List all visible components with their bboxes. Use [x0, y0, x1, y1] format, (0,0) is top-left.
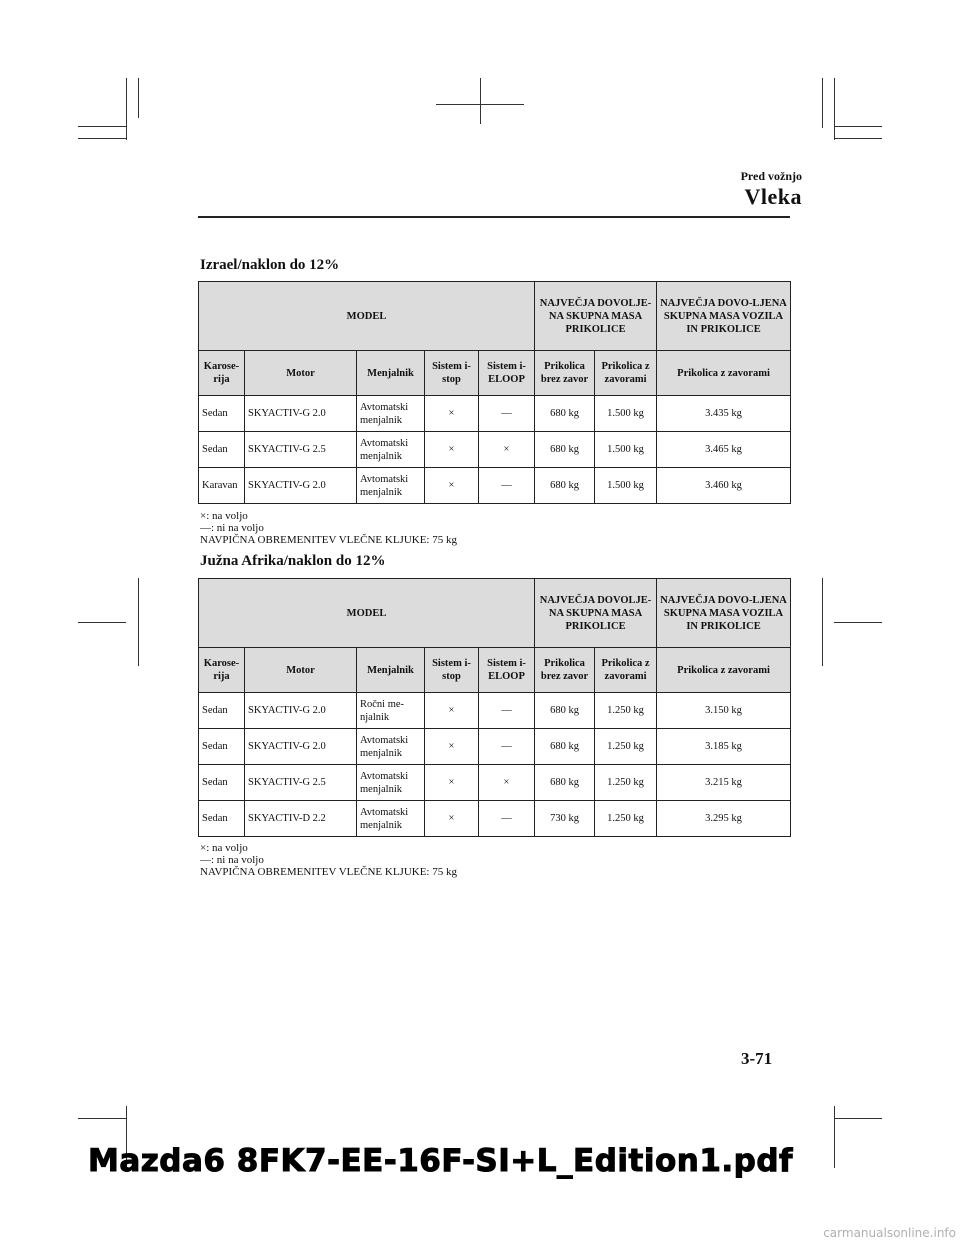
cell-transmission: Avtomatski menjalnik: [357, 765, 425, 801]
note-not-available: —: ni na voljo: [200, 522, 264, 534]
cell-engine: SKYACTIV-G 2.5: [245, 765, 357, 801]
crop-mark: [78, 138, 126, 139]
column-header: Karose-rija: [199, 351, 245, 396]
crop-mark: [834, 126, 882, 127]
table-title-israel: Izrael/naklon do 12%: [200, 257, 340, 273]
chapter-label: Pred vožnjo: [740, 169, 802, 183]
cell-istop: ×: [425, 396, 479, 432]
cell-engine: SKYACTIV-D 2.2: [245, 801, 357, 837]
note-hitch-load: NAVPIČNA OBREMENITEV VLEČNE KLJUKE: 75 kg: [200, 534, 457, 546]
crop-mark: [834, 1118, 882, 1119]
cell-engine: SKYACTIV-G 2.5: [245, 432, 357, 468]
table-title-south-africa: Južna Afrika/naklon do 12%: [200, 553, 386, 569]
cell-braked: 1.250 kg: [595, 765, 657, 801]
column-header: Menjalnik: [357, 648, 425, 693]
cell-ieloop: ×: [479, 765, 535, 801]
table-row: [199, 801, 791, 837]
cell-braked: 1.250 kg: [595, 729, 657, 765]
header-model: MODEL: [199, 579, 535, 648]
cell-combined: 3.185 kg: [657, 729, 791, 765]
crop-mark: [138, 578, 139, 666]
cell-istop: ×: [425, 729, 479, 765]
note-not-available: —: ni na voljo: [200, 854, 264, 866]
cell-unbraked: 680 kg: [535, 693, 595, 729]
crop-mark: [138, 78, 139, 118]
cell-combined: 3.460 kg: [657, 468, 791, 504]
note-hitch-load: NAVPIČNA OBREMENITEV VLEČNE KLJUKE: 75 kg: [200, 866, 457, 878]
crop-mark: [78, 126, 126, 127]
crop-mark: [78, 1118, 126, 1119]
crop-mark: [834, 78, 835, 140]
column-header: Menjalnik: [357, 351, 425, 396]
crop-mark: [436, 104, 524, 105]
cell-combined: 3.295 kg: [657, 801, 791, 837]
column-header: Motor: [245, 648, 357, 693]
header-max-combined-mass: NAJVEČJA DOVO-LJENA SKUPNA MASA VOZILA IN PRIKOLICE: [657, 282, 791, 351]
column-header: Motor: [245, 351, 357, 396]
cell-engine: SKYACTIV-G 2.0: [245, 396, 357, 432]
cell-body: Sedan: [199, 396, 245, 432]
cell-body: Sedan: [199, 801, 245, 837]
column-header: Sistem i-stop: [425, 648, 479, 693]
table-notes: [200, 510, 457, 546]
cell-unbraked: 680 kg: [535, 432, 595, 468]
cell-istop: ×: [425, 468, 479, 504]
cell-transmission: Avtomatski menjalnik: [357, 801, 425, 837]
column-header: Prikolica brez zavor: [535, 648, 595, 693]
crop-mark: [822, 578, 823, 666]
cell-combined: 3.150 kg: [657, 693, 791, 729]
cell-combined: 3.465 kg: [657, 432, 791, 468]
cell-ieloop: —: [479, 729, 535, 765]
cell-transmission: Avtomatski menjalnik: [357, 468, 425, 504]
cell-engine: SKYACTIV-G 2.0: [245, 729, 357, 765]
cell-combined: 3.215 kg: [657, 765, 791, 801]
column-header: Sistem i-stop: [425, 351, 479, 396]
table-row: [199, 765, 791, 801]
table-row: [199, 468, 791, 504]
cell-engine: SKYACTIV-G 2.0: [245, 693, 357, 729]
header-divider: [198, 216, 790, 218]
cell-braked: 1.250 kg: [595, 693, 657, 729]
cell-body: Sedan: [199, 729, 245, 765]
table-row: [199, 396, 791, 432]
cell-body: Sedan: [199, 432, 245, 468]
crop-mark: [834, 138, 882, 139]
table-row: [199, 729, 791, 765]
note-available: ×: na voljo: [200, 510, 248, 522]
header-max-trailer-mass: NAJVEČJA DOVOLJE-NA SKUPNA MASA PRIKOLICE: [535, 282, 657, 351]
crop-mark: [822, 78, 823, 128]
cell-transmission: Avtomatski menjalnik: [357, 729, 425, 765]
crop-mark: [126, 78, 127, 140]
cell-unbraked: 680 kg: [535, 729, 595, 765]
cell-combined: 3.435 kg: [657, 396, 791, 432]
cell-transmission: Avtomatski menjalnik: [357, 396, 425, 432]
cell-unbraked: 680 kg: [535, 765, 595, 801]
cell-braked: 1.250 kg: [595, 801, 657, 837]
table-row: [199, 693, 791, 729]
cell-body: Karavan: [199, 468, 245, 504]
table-notes: [200, 842, 457, 878]
column-header: Karose-rija: [199, 648, 245, 693]
crop-mark: [78, 622, 126, 623]
column-header: Prikolica brez zavor: [535, 351, 595, 396]
towing-table-israel: [198, 281, 791, 504]
crop-mark: [834, 622, 882, 623]
cell-istop: ×: [425, 765, 479, 801]
cell-ieloop: —: [479, 801, 535, 837]
column-header: Prikolica z zavorami: [595, 351, 657, 396]
cell-transmission: Avtomatski menjalnik: [357, 432, 425, 468]
cell-ieloop: —: [479, 693, 535, 729]
column-header: Prikolica z zavorami: [657, 648, 791, 693]
watermark: carmanualsonline.info: [823, 1226, 956, 1240]
cell-ieloop: —: [479, 396, 535, 432]
cell-body: Sedan: [199, 693, 245, 729]
cell-engine: SKYACTIV-G 2.0: [245, 468, 357, 504]
footer-filename: Mazda6 8FK7-EE-16F-SI+L_Edition1.pdf: [88, 1143, 794, 1179]
crop-mark: [480, 78, 481, 124]
cell-istop: ×: [425, 432, 479, 468]
cell-unbraked: 680 kg: [535, 396, 595, 432]
note-available: ×: na voljo: [200, 842, 248, 854]
column-header: Sistem i-ELOOP: [479, 648, 535, 693]
header-model: MODEL: [199, 282, 535, 351]
towing-table-south-africa: [198, 578, 791, 837]
cell-body: Sedan: [199, 765, 245, 801]
cell-ieloop: ×: [479, 432, 535, 468]
cell-ieloop: —: [479, 468, 535, 504]
cell-braked: 1.500 kg: [595, 396, 657, 432]
page-number: 3-71: [741, 1049, 773, 1068]
cell-braked: 1.500 kg: [595, 432, 657, 468]
column-header: Prikolica z zavorami: [595, 648, 657, 693]
column-header: Sistem i-ELOOP: [479, 351, 535, 396]
table-row: [199, 432, 791, 468]
cell-unbraked: 680 kg: [535, 468, 595, 504]
cell-istop: ×: [425, 693, 479, 729]
column-header: Prikolica z zavorami: [657, 351, 791, 396]
header-max-combined-mass: NAJVEČJA DOVO-LJENA SKUPNA MASA VOZILA IN PRIKOLICE: [657, 579, 791, 648]
section-title: Vleka: [744, 184, 802, 209]
cell-braked: 1.500 kg: [595, 468, 657, 504]
cell-transmission: Ročni me-njalnik: [357, 693, 425, 729]
crop-mark: [834, 1106, 835, 1168]
cell-unbraked: 730 kg: [535, 801, 595, 837]
header-max-trailer-mass: NAJVEČJA DOVOLJE-NA SKUPNA MASA PRIKOLICE: [535, 579, 657, 648]
cell-istop: ×: [425, 801, 479, 837]
